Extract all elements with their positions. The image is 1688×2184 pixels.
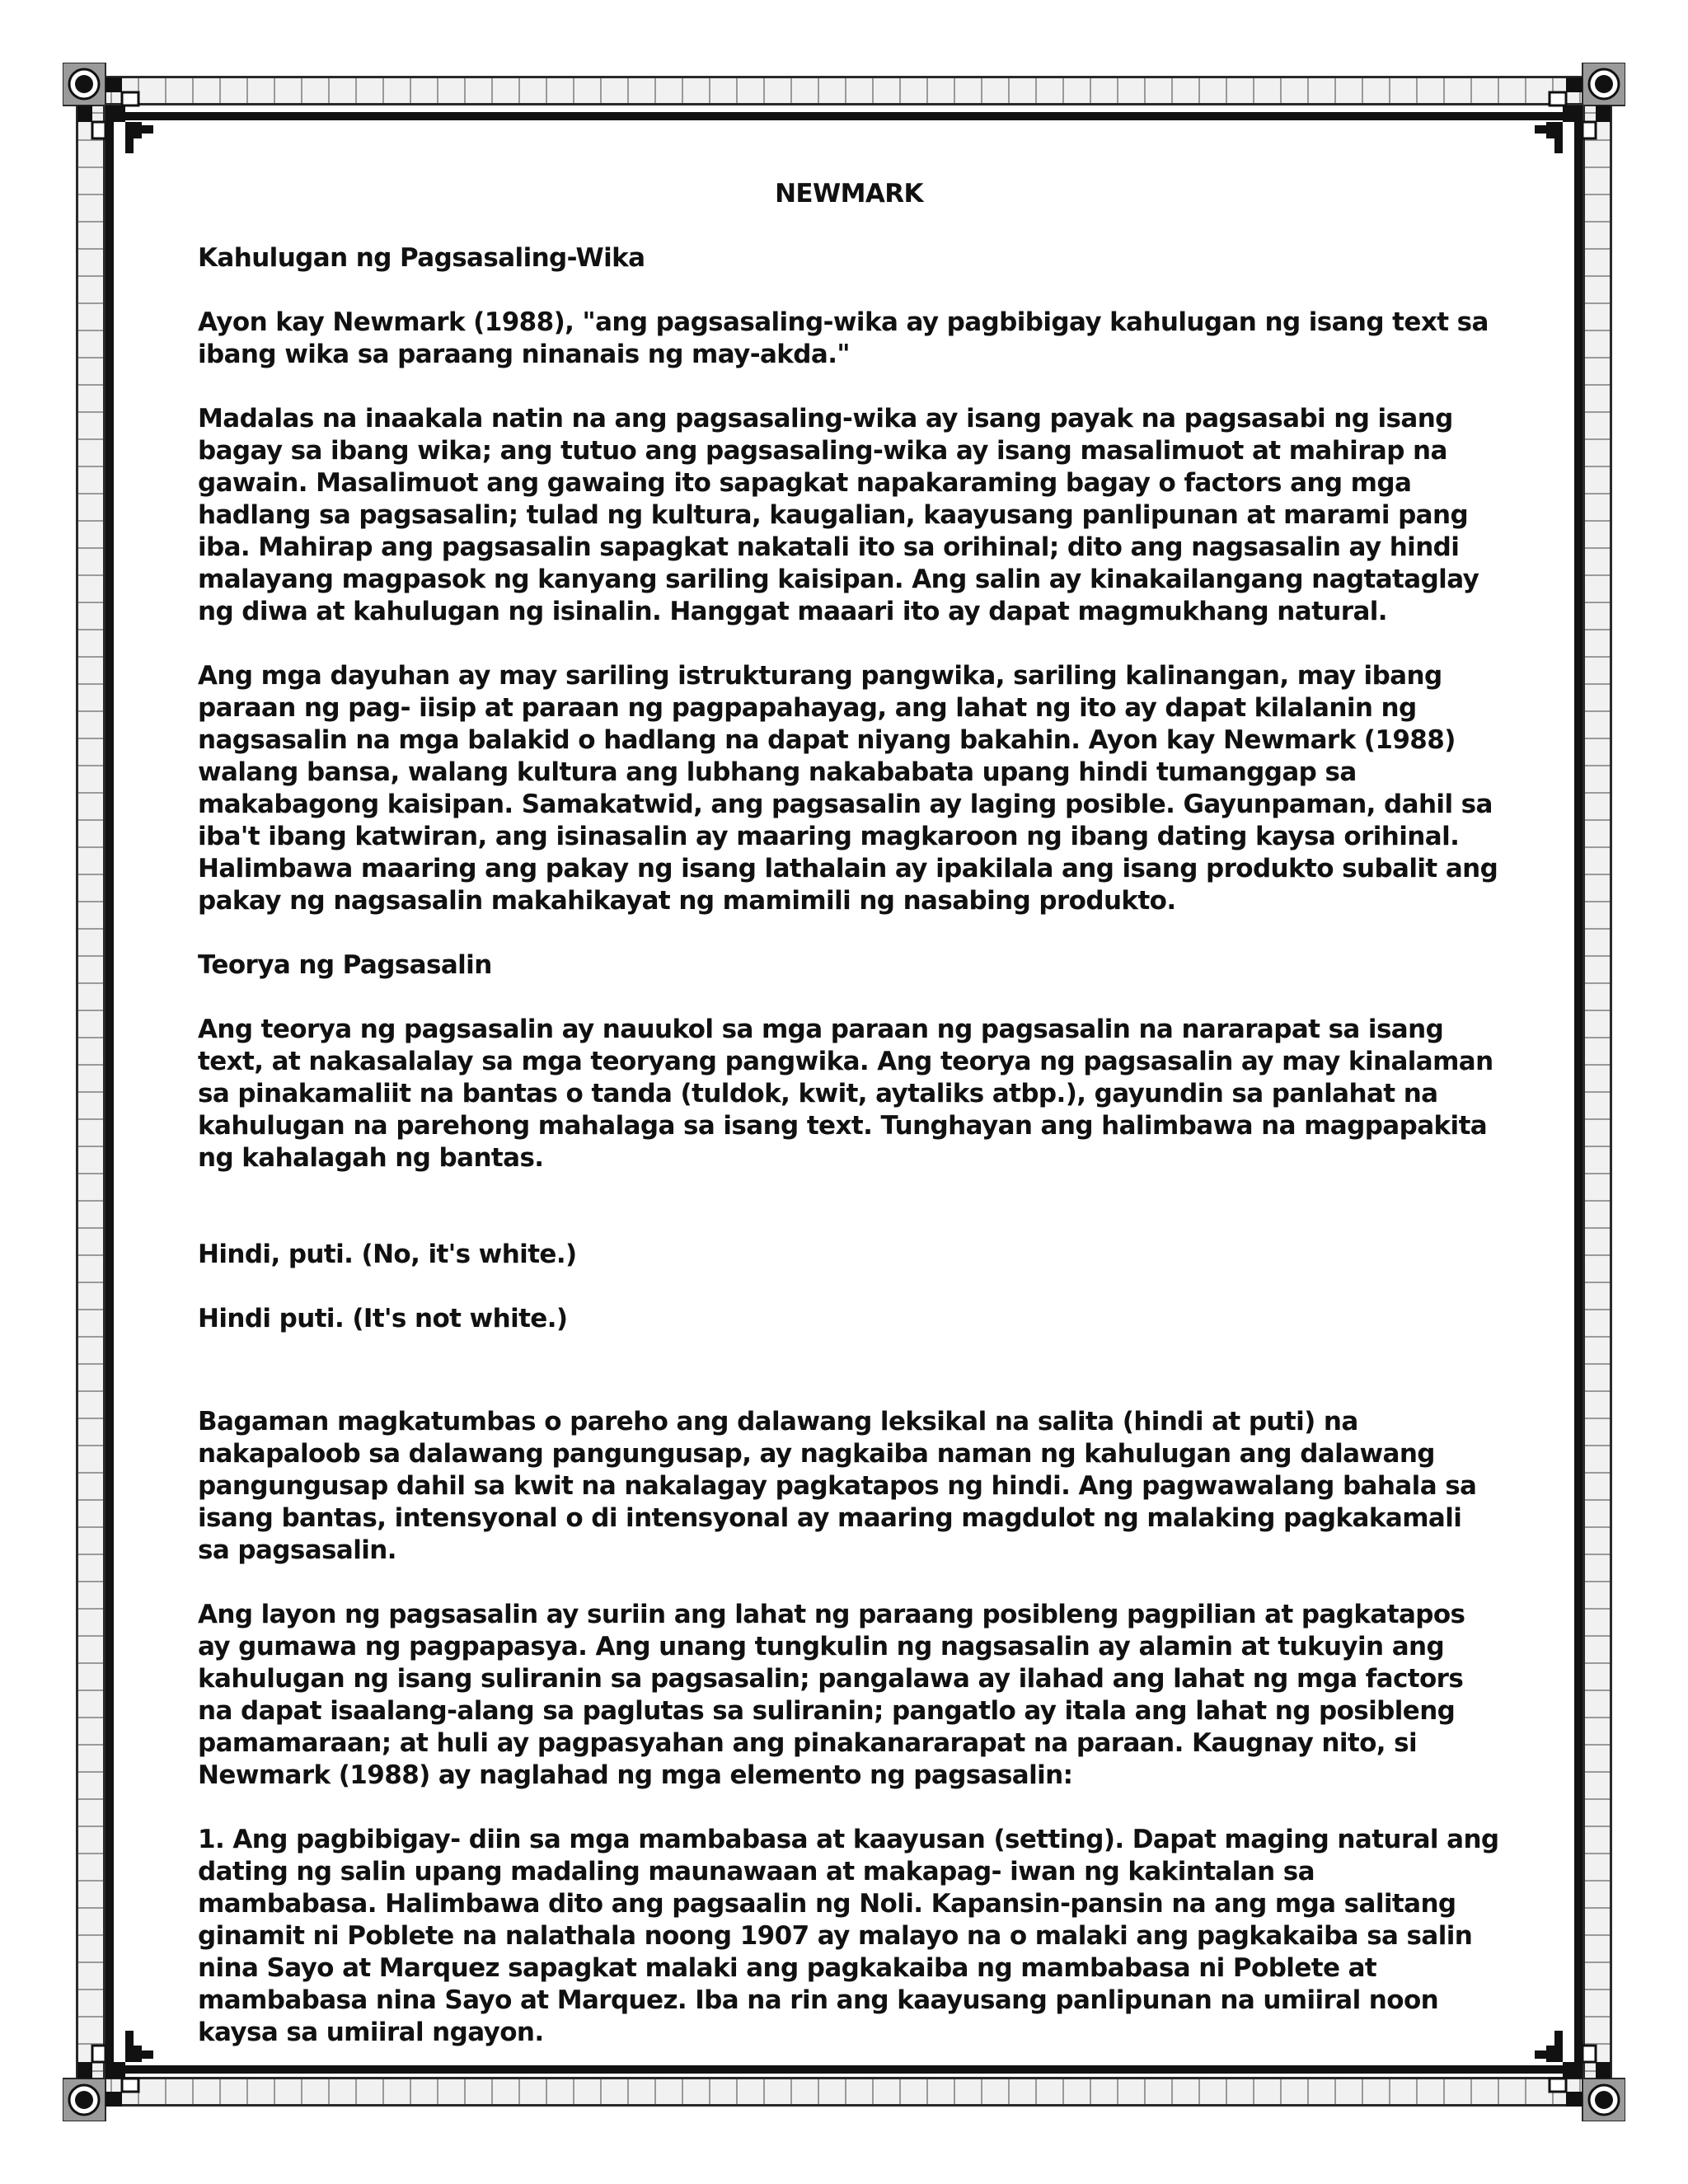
frame-border-top (82, 76, 1606, 105)
corner-ornament-bottom-left (63, 2031, 153, 2121)
paragraph-2: Madalas na inaakala natin na ang pagsasaling-wika ay isang payak na pagsasabi ng isang bagay sa ibang wika; ang tutuo ang pagsasaling-wika ay isang masalimuot at mahirap na gawain. Masalimuot ang gawaing ito sapagkat napakaraming bagay o factors ang mga hadlang sa pagsasalin; tulad ng kultura, kaugalian, kaayusang panlipunan at marami pang iba. Mahirap ang pagsasalin sapagkat nakatali ito sa orihinal; dito ang nagsasalin ay hindi malayang magpasok ng kanyang sariling kaisipan. Ang salin ay kinakailangang nagtataglay ng diwa at kahulugan ng isinalin. Hanggat maaari ito ay dapat magmukhang natural. (198, 404, 1479, 626)
document-title: NEWMARK (775, 179, 923, 209)
document-body (198, 178, 1500, 2081)
example-line-2: Hindi puti. (It's not white.) (198, 1304, 568, 1333)
frame-border-left (76, 82, 106, 2100)
section-heading-kahulugan: Kahulugan ng Pagsasaling-Wika (198, 243, 645, 273)
corner-ornament-bottom-right (1535, 2031, 1625, 2121)
example-block (198, 1207, 1500, 1335)
corner-ornament-top-right (1535, 63, 1625, 153)
paragraph-6: Ang layon ng pagsasalin ay suriin ang lahat ng paraang posibleng pagpilian at pagkatapos ay gumawa ng pagpapasya. Ang unang tungkulin ng nagsasalin ay alamin at tukuyin ang kahulugan ng isang suliranin sa pagsasalin; pangalawa ay ilahad ang lahat ng mga factors na dapat isaalang-alang sa paglutas sa suliranin; pangatlo ay itala ang lahat ng posibleng pamamaraan; at huli ay pagpasyahan ang pinakanararapat na paraan. Kaugnay nito, si Newmark (1988) ay naglahad ng mga elemento ng pagsasalin: (198, 1600, 1465, 1790)
paragraph-5: Bagaman magkatumbas o pareho ang dalawang leksikal na salita (hindi at puti) na nakapaloob sa dalawang pangungusap, ay nagkaiba naman ng kahulugan ang dalawang pangungusap dahil sa kwit na nakalagay pagkatapos ng hindi. Ang pagwawalang bahala sa isang bantas, intensyonal o di intensyonal ay maaring magdulot ng malaking pagkakamali sa pagsasalin. (198, 1407, 1477, 1565)
frame-border-bottom (82, 2077, 1606, 2107)
section-heading-teorya: Teorya ng Pagsasalin (198, 950, 492, 980)
example-line-1: Hindi, puti. (No, it's white.) (198, 1240, 577, 1269)
corner-ornament-top-left (63, 63, 153, 153)
frame-border-right (1582, 82, 1612, 2100)
paragraph-4: Ang teorya ng pagsasalin ay nauukol sa mga paraan ng pagsasalin na nararapat sa isang text, at nakasalalay sa mga teoryang pangwika. Ang teorya ng pagsasalin ay may kinalaman sa pinakamaliit na bantas o tanda (tuldok, kwit, aytaliks atbp.), gayundin sa panlahat na kahulugan na parehong mahalaga sa isang text. Tunghayan ang halimbawa na magpapakita ng kahalagah ng bantas. (198, 1015, 1493, 1173)
paragraph-1: Ayon kay Newmark (1988), "ang pagsasaling-wika ay pagbibigay kahulugan ng isang text sa ibang wika sa paraang ninanais ng may-akda." (198, 307, 1489, 369)
paragraph-7: 1. Ang pagbibigay- diin sa mga mambabasa at kaayusan (setting). Dapat maging natural ang dating ng salin upang madaling maunawaan at makapag- iwan ng kakintalan sa mambabasa. Halimbawa dito ang pagsaalin ng Noli. Kapansin-pansin na ang mga salitang ginamit ni Poblete na nalathala noong 1907 ay malayo na o malaki ang pagkakaiba sa salin nina Sayo at Marquez sapagkat malaki ang pagkakaiba ng mambabasa ni Poblete at mambabasa nina Sayo at Marquez. Iba na rin ang kaayusang panlipunan na umiiral noon kaysa sa umiiral ngayon. (198, 1825, 1499, 2047)
paragraph-3: Ang mga dayuhan ay may sariling istrukturang pangwika, sariling kalinangan, may ibang paraan ng pag- iisip at paraan ng pagpapahayag, ang lahat ng ito ay dapat kilalanin ng nagsasalin na mga balakid o hadlang na dapat niyang bakahin. Ayon kay Newmark (1988) walang bansa, walang kultura ang lubhang nakababata upang hindi tumanggap sa makabagong kaisipan. Samakatwid, ang pagsasalin ay laging posible. Gayunpaman, dahil sa iba't ibang katwiran, ang isinasalin ay maaring magkaroon ng ibang dating kaysa orihinal. Halimbawa maaring ang pakay ng isang lathalain ay ipakilala ang isang produkto subalit ang pakay ng nagsasalin makahikayat ng mamimili ng nasabing produkto. (198, 661, 1498, 916)
